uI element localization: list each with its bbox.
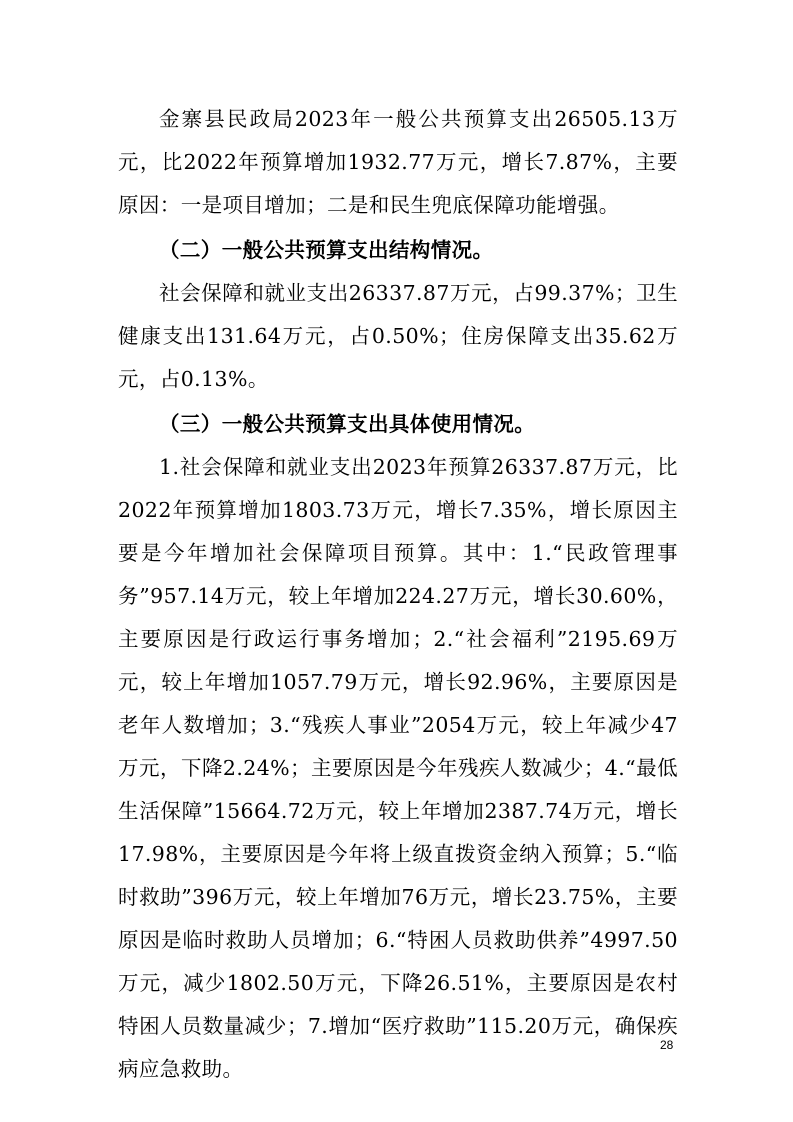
paragraph-expenditure-usage: 1.社会保障和就业支出2023年预算26337.87万元，比2022年预算增加1803.73万元，增长7.35%，增长原因主要是今年增加社会保障项目预算。其中：1.“民政管理事务”957.14万元，较上年增加224.27万元，增长30.60%，主要原因是行政运行事务增加；2.“社会福利”2195.69万元，较上年增加1057.79万元，增长92.96%，主要原因是老年人数增加；3.“残疾人事业”2054万元，较上年减少47万元，下降2.24%；主要原因是今年残疾人数减少；4.“最低生活保障”15664.72万元，较上年增加2387.74万元，增长17.98%，主要原因是今年将上级直拨资金纳入预算；5.“临时救助”396万元，较上年增加76万元，增长23.75%，主要原因是临时救助人员增加；6.“特困人员救助供养”4997.50万元，减少1802.50万元，下降26.51%，主要原因是农村特困人员数量减少；7.增加“医疗救助”115.20万元，确保疾病应急救助。 [118,455,678,1081]
paragraph-budget-summary: 金寨县民政局2023年一般公共预算支出26505.13万元，比2022年预算增加1932.77万元，增长7.87%，主要原因：一是项目增加；二是和民生兜底保障功能增强。 [118,107,678,217]
document-body [118,98,678,1091]
paragraph-expenditure-structure: 社会保障和就业支出26337.87万元，占99.37%；卫生健康支出131.64万元，占0.50%；住房保障支出35.62万元，占0.13%。 [118,281,678,391]
page-number: 28 [660,1038,674,1052]
heading-expenditure-usage: （三）一般公共预算支出具体使用情况。 [159,412,536,436]
heading-expenditure-structure: （二）一般公共预算支出结构情况。 [159,238,494,262]
